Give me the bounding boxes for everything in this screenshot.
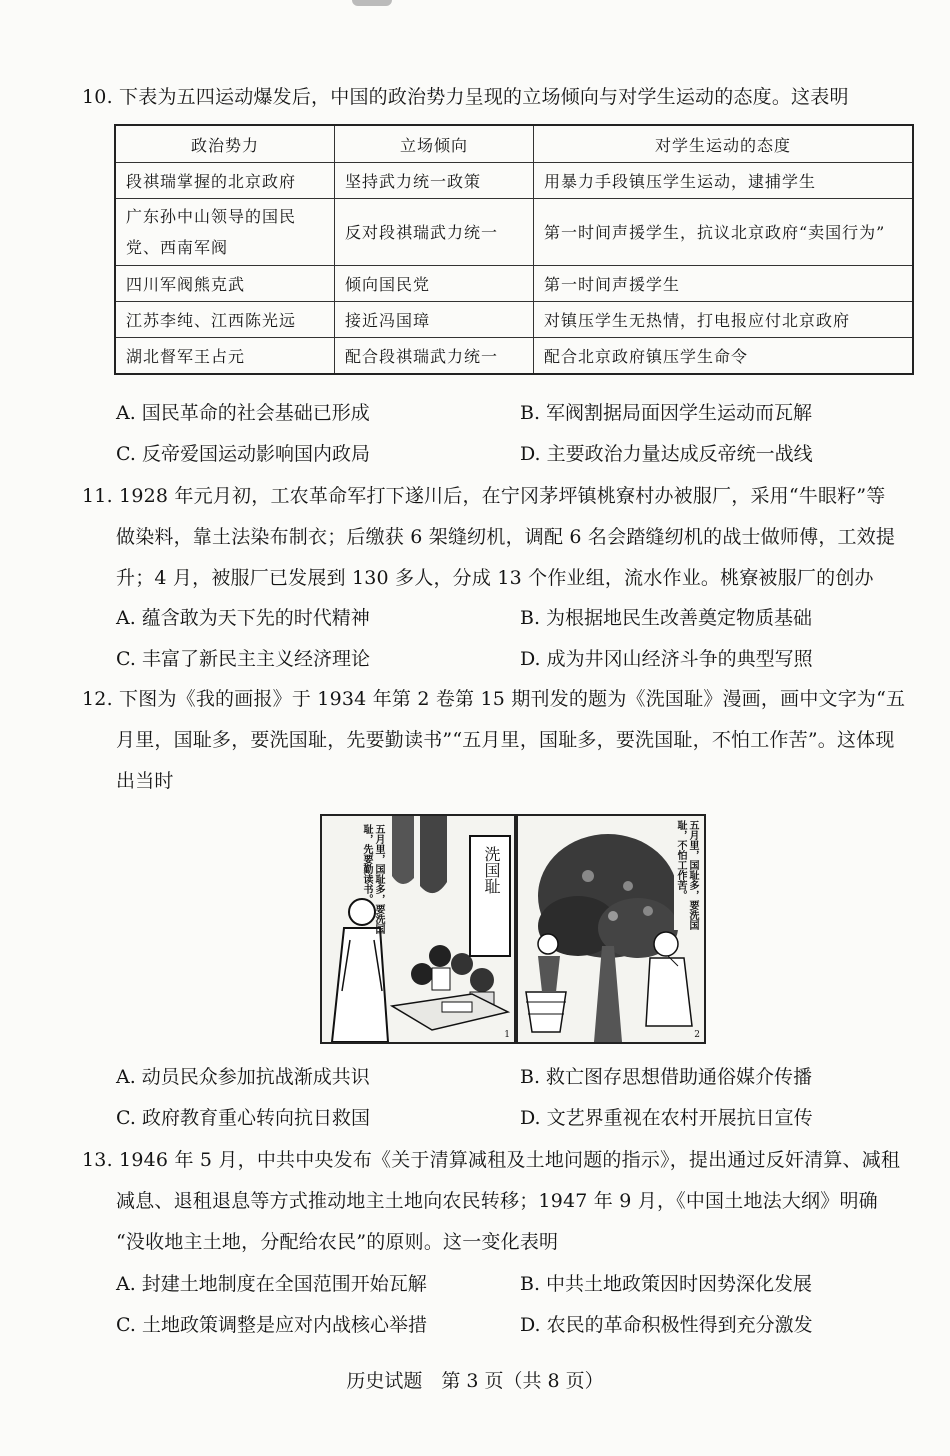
q11-option-d[interactable]: D. 成为井冈山经济斗争的典型写照 (520, 648, 813, 670)
q11-option-b[interactable]: B. 为根据地民生改善奠定物质基础 (520, 607, 813, 629)
table-row (115, 266, 913, 302)
table-cell (115, 199, 335, 266)
table-cell: 接近冯国璋 (335, 302, 534, 338)
q13-stem-line: 减息、退租退息等方式推动地主土地向农民转移；1947 年 9 月，《中国土地法大纲》明确 (116, 1190, 878, 1212)
comic-panel-classroom (320, 814, 516, 1044)
page-footer: 历史试题 第 3 页（共 8 页） (346, 1370, 604, 1392)
table-header-row (115, 125, 913, 163)
q11-option-a[interactable]: A. 蕴含敢为天下先的时代精神 (116, 607, 370, 629)
q12-option-c[interactable]: C. 政府教育重心转向抗日救国 (116, 1107, 370, 1129)
q10-option-a[interactable]: A. 国民革命的社会基础已形成 (116, 402, 370, 424)
q11-option-c[interactable]: C. 丰富了新民主主义经济理论 (116, 648, 370, 670)
q10-option-c[interactable]: C. 反帝爱国运动影响国内政局 (116, 443, 370, 465)
table-cell-line: 广东孙中山领导的国民 (126, 207, 297, 226)
q13-stem-line: 13. 1946 年 5 月，中共中央发布《关于清算减租及土地问题的指示》，提出通过反奸清算、减租 (82, 1149, 901, 1171)
table-cell: 第一时间声援学生，抗议北京政府“卖国行为” (534, 199, 914, 266)
comic-caption: 五月里，国耻多，要洗国耻，不怕工作苦。 (675, 820, 698, 930)
q12-stem-line: 12. 下图为《我的画报》于 1934 年第 2 卷第 15 期刊发的题为《洗国耻》漫画，画中文字为“五 (82, 688, 906, 710)
q13-option-d[interactable]: D. 农民的革命积极性得到充分激发 (520, 1314, 813, 1336)
table-cell: 反对段祺瑞武力统一 (335, 199, 534, 266)
q12-stem-line: 月里，国耻多，要洗国耻，先要勤读书”“五月里，国耻多，要洗国耻，不怕工作苦”。这体现 (116, 729, 895, 751)
table-cell: 四川军阀熊克武 (115, 266, 335, 302)
q12-option-d[interactable]: D. 文艺界重视在农村开展抗日宣传 (520, 1107, 813, 1129)
table-row (115, 199, 913, 266)
q10-option-b[interactable]: B. 军阀割据局面因学生运动而瓦解 (520, 402, 813, 424)
table-header: 政治势力 (115, 125, 335, 163)
q13-option-c[interactable]: C. 土地政策调整是应对内战核心举措 (116, 1314, 427, 1336)
q11-stem-line: 11. 1928 年元月初，工农革命军打下遂川后，在宁冈茅坪镇桃寮村办被服厂，采用“牛眼籽”等 (82, 485, 886, 507)
table-cell: 第一时间声援学生 (534, 266, 914, 302)
table-cell: 倾向国民党 (335, 266, 534, 302)
q13-stem-line: “没收地主土地，分配给农民”的原则。这一变化表明 (116, 1231, 559, 1253)
table-cell: 江苏李纯、江西陈光远 (115, 302, 335, 338)
q12-option-b[interactable]: B. 救亡图存思想借助通俗媒介传播 (520, 1066, 813, 1088)
scan-mark (352, 0, 392, 6)
q12-option-a[interactable]: A. 动员民众参加抗战渐成共识 (116, 1066, 370, 1088)
table-cell: 配合北京政府镇压学生命令 (534, 338, 914, 375)
table-cell-line: 党、西南军阀 (126, 238, 229, 257)
table-header: 对学生运动的态度 (534, 125, 914, 163)
comic-number: 2 (694, 1030, 700, 1040)
q13-option-b[interactable]: B. 中共土地政策因时因势深化发展 (520, 1273, 813, 1295)
q10-table (114, 124, 914, 375)
table-cell: 坚持武力统一政策 (335, 163, 534, 199)
table-cell: 湖北督军王占元 (115, 338, 335, 375)
q11-stem-line: 升；4 月，被服厂已发展到 130 多人，分成 13 个作业组，流水作业。桃寮被服厂的创办 (116, 567, 874, 589)
table-cell: 用暴力手段镇压学生运动，逮捕学生 (534, 163, 914, 199)
table-cell: 配合段祺瑞武力统一 (335, 338, 534, 375)
comic-number: 1 (504, 1030, 510, 1040)
table-header: 立场倾向 (335, 125, 534, 163)
q11-stem-line: 做染料，靠土法染布制衣；后缴获 6 架缝纫机，调配 6 名会踏缝纫机的战士做师傅，工效提 (116, 526, 896, 548)
q12-stem-line: 出当时 (116, 770, 174, 792)
q10-stem: 10. 下表为五四运动爆发后，中国的政治势力呈现的立场倾向与对学生运动的态度。这表明 (82, 86, 849, 108)
q13-option-a[interactable]: A. 封建土地制度在全国范围开始瓦解 (116, 1273, 427, 1295)
comic-sign: 洗国耻 (482, 846, 501, 894)
comic-panel-harvest (516, 814, 706, 1044)
table-cell: 段祺瑞掌握的北京政府 (115, 163, 335, 199)
table-row (115, 302, 913, 338)
table-cell: 对镇压学生无热情，打电报应付北京政府 (534, 302, 914, 338)
table-row (115, 338, 913, 375)
table-row (115, 163, 913, 199)
q10-option-d[interactable]: D. 主要政治力量达成反帝统一战线 (520, 443, 813, 465)
comic-caption: 五月里，国耻多，要洗国耻，先要勤读书。 (361, 824, 384, 934)
